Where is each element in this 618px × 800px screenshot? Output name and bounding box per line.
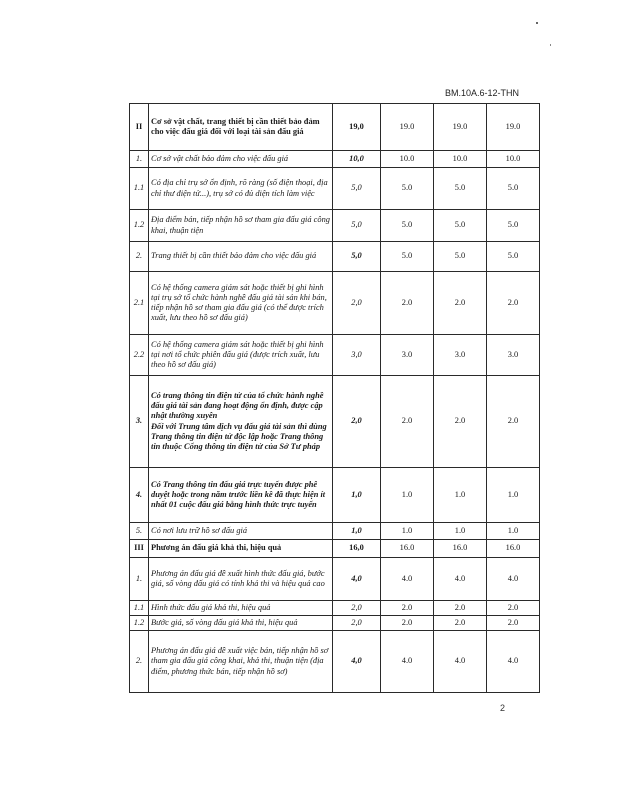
- score-value: 5.0: [487, 168, 540, 210]
- score-value: 5.0: [487, 210, 540, 242]
- max-score: 5,0: [333, 242, 381, 272]
- criterion-description: Bước giá, số vòng đấu giá khả thi, hiệu quả: [149, 616, 333, 631]
- document-code: BM.10A.6-12-THN: [444, 88, 519, 98]
- score-value: 5.0: [434, 242, 487, 272]
- max-score: 3,0: [333, 335, 381, 376]
- max-score: 4,0: [333, 558, 381, 601]
- score-value: 3.0: [487, 335, 540, 376]
- criterion-description: Phương án đấu giá đề xuất việc bán, tiếp nhận hồ sơ tham gia đấu giá công khai, khả thi, thuận tiện (địa điểm, phương thức bán, tiếp nhận hồ sơ): [149, 631, 333, 693]
- score-value: 5.0: [434, 168, 487, 210]
- criterion-description: Phương án đấu giá khả thi, hiệu quả: [149, 540, 333, 558]
- table-row: [130, 210, 540, 242]
- max-score: 1,0: [333, 468, 381, 523]
- score-value: 10.0: [434, 151, 487, 168]
- criteria-table: [129, 103, 540, 693]
- max-score: 5,0: [333, 168, 381, 210]
- score-value: 2.0: [434, 376, 487, 468]
- score-value: 19.0: [487, 104, 540, 151]
- criterion-description: Có địa chỉ trụ sở ổn định, rõ ràng (số điện thoại, địa chỉ thư điện tử...), trụ sở có đủ diện tích làm việc: [149, 168, 333, 210]
- score-value: 2.0: [381, 376, 434, 468]
- score-value: 3.0: [381, 335, 434, 376]
- criterion-description: Cơ sở vật chất, trang thiết bị cần thiết bảo đảm cho việc đấu giá đối với loại tài sản đấu giá: [149, 104, 333, 151]
- item-number: 1.1: [130, 168, 149, 210]
- item-number: 3.: [130, 376, 149, 468]
- criterion-description: Trang thiết bị cần thiết bảo đảm cho việc đấu giá: [149, 242, 333, 272]
- score-value: 2.0: [434, 601, 487, 616]
- table-row: [130, 104, 540, 151]
- score-value: 1.0: [434, 468, 487, 523]
- table-row: [130, 616, 540, 631]
- max-score: 1,0: [333, 523, 381, 540]
- score-value: 2.0: [487, 601, 540, 616]
- criterion-description: Có hệ thống camera giám sát hoặc thiết bị ghi hình tại trụ sở tổ chức hành nghề đấu giá tài sản khi bán, tiếp nhận hồ sơ tham gia đấu giá (có thể được trích xuất, lưu theo hồ sơ đấu giá): [149, 272, 333, 335]
- table-row: [130, 558, 540, 601]
- score-value: 4.0: [434, 558, 487, 601]
- table-row: [130, 242, 540, 272]
- score-value: 1.0: [434, 523, 487, 540]
- item-number: 1.2: [130, 210, 149, 242]
- table-row: [130, 376, 540, 468]
- score-value: 1.0: [381, 468, 434, 523]
- score-value: 10.0: [381, 151, 434, 168]
- item-number: III: [130, 540, 149, 558]
- table-row: [130, 523, 540, 540]
- score-value: 4.0: [381, 558, 434, 601]
- item-number: 2.1: [130, 272, 149, 335]
- score-value: 1.0: [487, 523, 540, 540]
- item-number: 2.: [130, 631, 149, 693]
- score-value: 1.0: [381, 523, 434, 540]
- criterion-description: Có nơi lưu trữ hồ sơ đấu giá: [149, 523, 333, 540]
- score-value: 2.0: [381, 272, 434, 335]
- score-value: 2.0: [381, 601, 434, 616]
- max-score: 10,0: [333, 151, 381, 168]
- criterion-description: Địa điểm bán, tiếp nhận hồ sơ tham gia đấu giá công khai, thuận tiện: [149, 210, 333, 242]
- max-score: 4,0: [333, 631, 381, 693]
- scan-speck: [550, 44, 551, 46]
- max-score: 2,0: [333, 376, 381, 468]
- score-value: 19.0: [434, 104, 487, 151]
- criterion-description: Cơ sở vật chất bảo đảm cho việc đấu giá: [149, 151, 333, 168]
- table-row: [130, 335, 540, 376]
- table-row: [130, 540, 540, 558]
- max-score: 19,0: [333, 104, 381, 151]
- item-number: 4.: [130, 468, 149, 523]
- score-value: 10.0: [487, 151, 540, 168]
- table-row: [130, 631, 540, 693]
- criterion-description: Có Trang thông tin đấu giá trực tuyến được phê duyệt hoặc trong năm trước liền kề đã thực hiện ít nhất 01 cuộc đấu giá bằng hình thức trực tuyến: [149, 468, 333, 523]
- score-value: 4.0: [487, 631, 540, 693]
- max-score: 16,0: [333, 540, 381, 558]
- max-score: 2,0: [333, 616, 381, 631]
- score-value: 2.0: [487, 616, 540, 631]
- score-value: 5.0: [381, 210, 434, 242]
- criterion-description: Có hệ thống camera giám sát hoặc thiết bị ghi hình tại nơi tổ chức phiên đấu giá (được trích xuất, lưu theo hồ sơ đấu giá): [149, 335, 333, 376]
- item-number: 5.: [130, 523, 149, 540]
- score-value: 5.0: [487, 242, 540, 272]
- score-value: 16.0: [381, 540, 434, 558]
- score-value: 2.0: [381, 616, 434, 631]
- score-value: 2.0: [487, 376, 540, 468]
- score-value: 2.0: [487, 272, 540, 335]
- page-number: 2: [500, 703, 506, 713]
- score-value: 4.0: [381, 631, 434, 693]
- table-row: [130, 601, 540, 616]
- item-number: 1.2: [130, 616, 149, 631]
- scan-speck: [536, 22, 538, 24]
- score-value: 19.0: [381, 104, 434, 151]
- score-value: 5.0: [381, 242, 434, 272]
- table-row: [130, 151, 540, 168]
- item-number: 1.: [130, 151, 149, 168]
- score-value: 2.0: [434, 272, 487, 335]
- score-value: 5.0: [381, 168, 434, 210]
- table-row: [130, 468, 540, 523]
- score-value: 16.0: [434, 540, 487, 558]
- item-number: 1.: [130, 558, 149, 601]
- criterion-description: Hình thức đấu giá khả thi, hiệu quả: [149, 601, 333, 616]
- score-value: 16.0: [487, 540, 540, 558]
- item-number: II: [130, 104, 149, 151]
- max-score: 2,0: [333, 272, 381, 335]
- criterion-description: Phương án đấu giá đề xuất hình thức đấu giá, bước giá, số vòng đấu giá có tính khả thi và hiệu quả cao: [149, 558, 333, 601]
- item-number: 1.1: [130, 601, 149, 616]
- criterion-description: Có trang thông tin điện tử của tổ chức hành nghề đấu giá tài sản đang hoạt động ổn định, được cập nhật thường xuyên Đối với Trung tâm dịch vụ đấu giá tài sản thì dùng Trang thông tin điện tử độc lập hoặc Trang thông tin thuộc Cổng thông tin điện tử của Sở Tư pháp: [149, 376, 333, 468]
- table-row: [130, 168, 540, 210]
- item-number: 2.2: [130, 335, 149, 376]
- max-score: 5,0: [333, 210, 381, 242]
- score-value: 4.0: [434, 631, 487, 693]
- item-number: 2.: [130, 242, 149, 272]
- table-row: [130, 272, 540, 335]
- criteria-table-body: [130, 104, 540, 693]
- score-value: 3.0: [434, 335, 487, 376]
- max-score: 2,0: [333, 601, 381, 616]
- score-value: 1.0: [487, 468, 540, 523]
- score-value: 4.0: [487, 558, 540, 601]
- score-value: 2.0: [434, 616, 487, 631]
- score-value: 5.0: [434, 210, 487, 242]
